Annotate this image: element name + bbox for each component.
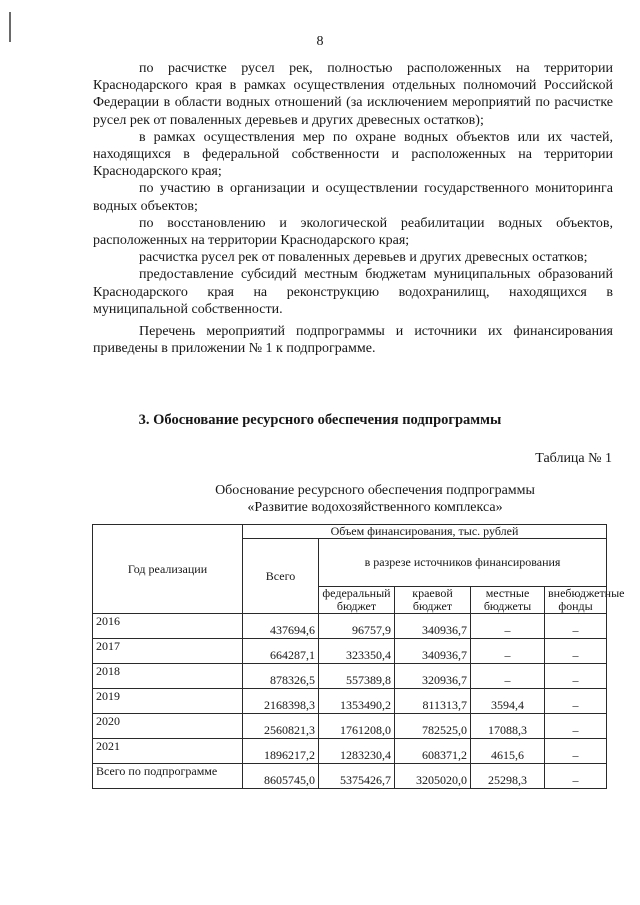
cell-offbudget: –: [545, 639, 607, 664]
cell-year: 2018: [93, 664, 243, 689]
cell-regional: 340936,7: [395, 614, 471, 639]
header-year: Год реализации: [93, 525, 243, 614]
cell-offbudget: –: [545, 714, 607, 739]
header-volume: Объем финансирования, тыс. рублей: [243, 525, 607, 539]
page-number: 8: [316, 34, 324, 49]
paragraph: Перечень мероприятий подпрограммы и источники их финансирования приведены в приложении № 1 к подпрограмме.: [93, 324, 613, 357]
cell-year: 2017: [93, 639, 243, 664]
cell-year: 2020: [93, 714, 243, 739]
cell-local: 3594,4: [471, 689, 545, 714]
body-text: [93, 60, 613, 357]
cell-federal: 1353490,2: [319, 689, 395, 714]
cell-year: 2019: [93, 689, 243, 714]
table-row: [93, 714, 607, 739]
table-caption-line: «Развитие водохозяйственного комплекса»: [247, 500, 503, 515]
cell-total: 8605745,0: [243, 764, 319, 789]
cell-federal: 557389,8: [319, 664, 395, 689]
header-regional: краевой бюджет: [395, 587, 471, 614]
paragraph: предоставление субсидий местным бюджетам муниципальных образований Краснодарского края на реконструкцию водохранилищ, находящихся в муниципальной собственности.: [93, 267, 613, 317]
table-row: [93, 689, 607, 714]
cell-local: 17088,3: [471, 714, 545, 739]
cell-total: 664287,1: [243, 639, 319, 664]
section-heading: 3. Обоснование ресурсного обеспечения подпрограммы: [138, 412, 502, 428]
paragraph: по восстановлению и экологической реабилитации водных объектов, расположенных на территории Краснодарского края;: [93, 215, 613, 249]
table-row: [93, 614, 607, 639]
cell-federal: 1761208,0: [319, 714, 395, 739]
cell-regional: 320936,7: [395, 664, 471, 689]
cell-year: 2021: [93, 739, 243, 764]
cell-federal: 5375426,7: [319, 764, 395, 789]
table-row: [93, 639, 607, 664]
cell-local: 25298,3: [471, 764, 545, 789]
financing-table: [92, 524, 625, 789]
cell-federal: 323350,4: [319, 639, 395, 664]
cell-federal: 96757,9: [319, 614, 395, 639]
cell-regional: 608371,2: [395, 739, 471, 764]
cell-local: –: [471, 614, 545, 639]
cell-regional: 340936,7: [395, 639, 471, 664]
table-number: Таблица № 1: [535, 451, 612, 466]
cell-total: 878326,5: [243, 664, 319, 689]
table-row: [93, 739, 607, 764]
cell-year: Всего по подпрограмме: [93, 764, 243, 789]
cell-regional: 3205020,0: [395, 764, 471, 789]
cell-offbudget: –: [545, 764, 607, 789]
cell-total: 437694,6: [243, 614, 319, 639]
paragraph: расчистка русел рек от поваленных деревьев и других древесных остатков;: [139, 250, 588, 266]
header-federal: федеральный бюджет: [319, 587, 395, 614]
cell-offbudget: –: [545, 664, 607, 689]
header-offbudget: внебюджетные фонды: [545, 587, 607, 614]
cell-offbudget: –: [545, 614, 607, 639]
cell-regional: 811313,7: [395, 689, 471, 714]
paragraph: в рамках осуществления мер по охране водных объектов или их частей, находящихся в федеральной собственности и расположенных на территории Краснодарского края;: [93, 129, 613, 180]
table-caption-line: Обоснование ресурсного обеспечения подпрограммы: [215, 483, 535, 498]
table-header-row: [93, 525, 607, 539]
cell-local: –: [471, 664, 545, 689]
header-total: Всего: [243, 539, 319, 614]
cell-regional: 782525,0: [395, 714, 471, 739]
table-caption: [130, 482, 620, 516]
paragraph: по расчистке русел рек, полностью расположенных на территории Краснодарского края в рамках осуществления отдельных полномочий Российской Федерации в области водных отношений (за исключением мероприятий по расчистке русел рек от поваленных деревьев и других древесных остатков);: [93, 61, 613, 128]
cell-year: 2016: [93, 614, 243, 639]
cell-local: –: [471, 639, 545, 664]
paragraph: по участию в организации и осуществлении государственного мониторинга водных объектов;: [93, 181, 613, 214]
table-row: [93, 764, 607, 789]
table-row: [93, 664, 607, 689]
cell-offbudget: –: [545, 739, 607, 764]
cell-local: 4615,6: [471, 739, 545, 764]
cell-offbudget: –: [545, 689, 607, 714]
cell-total: 2168398,3: [243, 689, 319, 714]
header-by-sources: в разрезе источников финансирования: [319, 539, 607, 587]
cell-total: 2560821,3: [243, 714, 319, 739]
cell-federal: 1283230,4: [319, 739, 395, 764]
cell-total: 1896217,2: [243, 739, 319, 764]
header-local: местные бюджеты: [471, 587, 545, 614]
